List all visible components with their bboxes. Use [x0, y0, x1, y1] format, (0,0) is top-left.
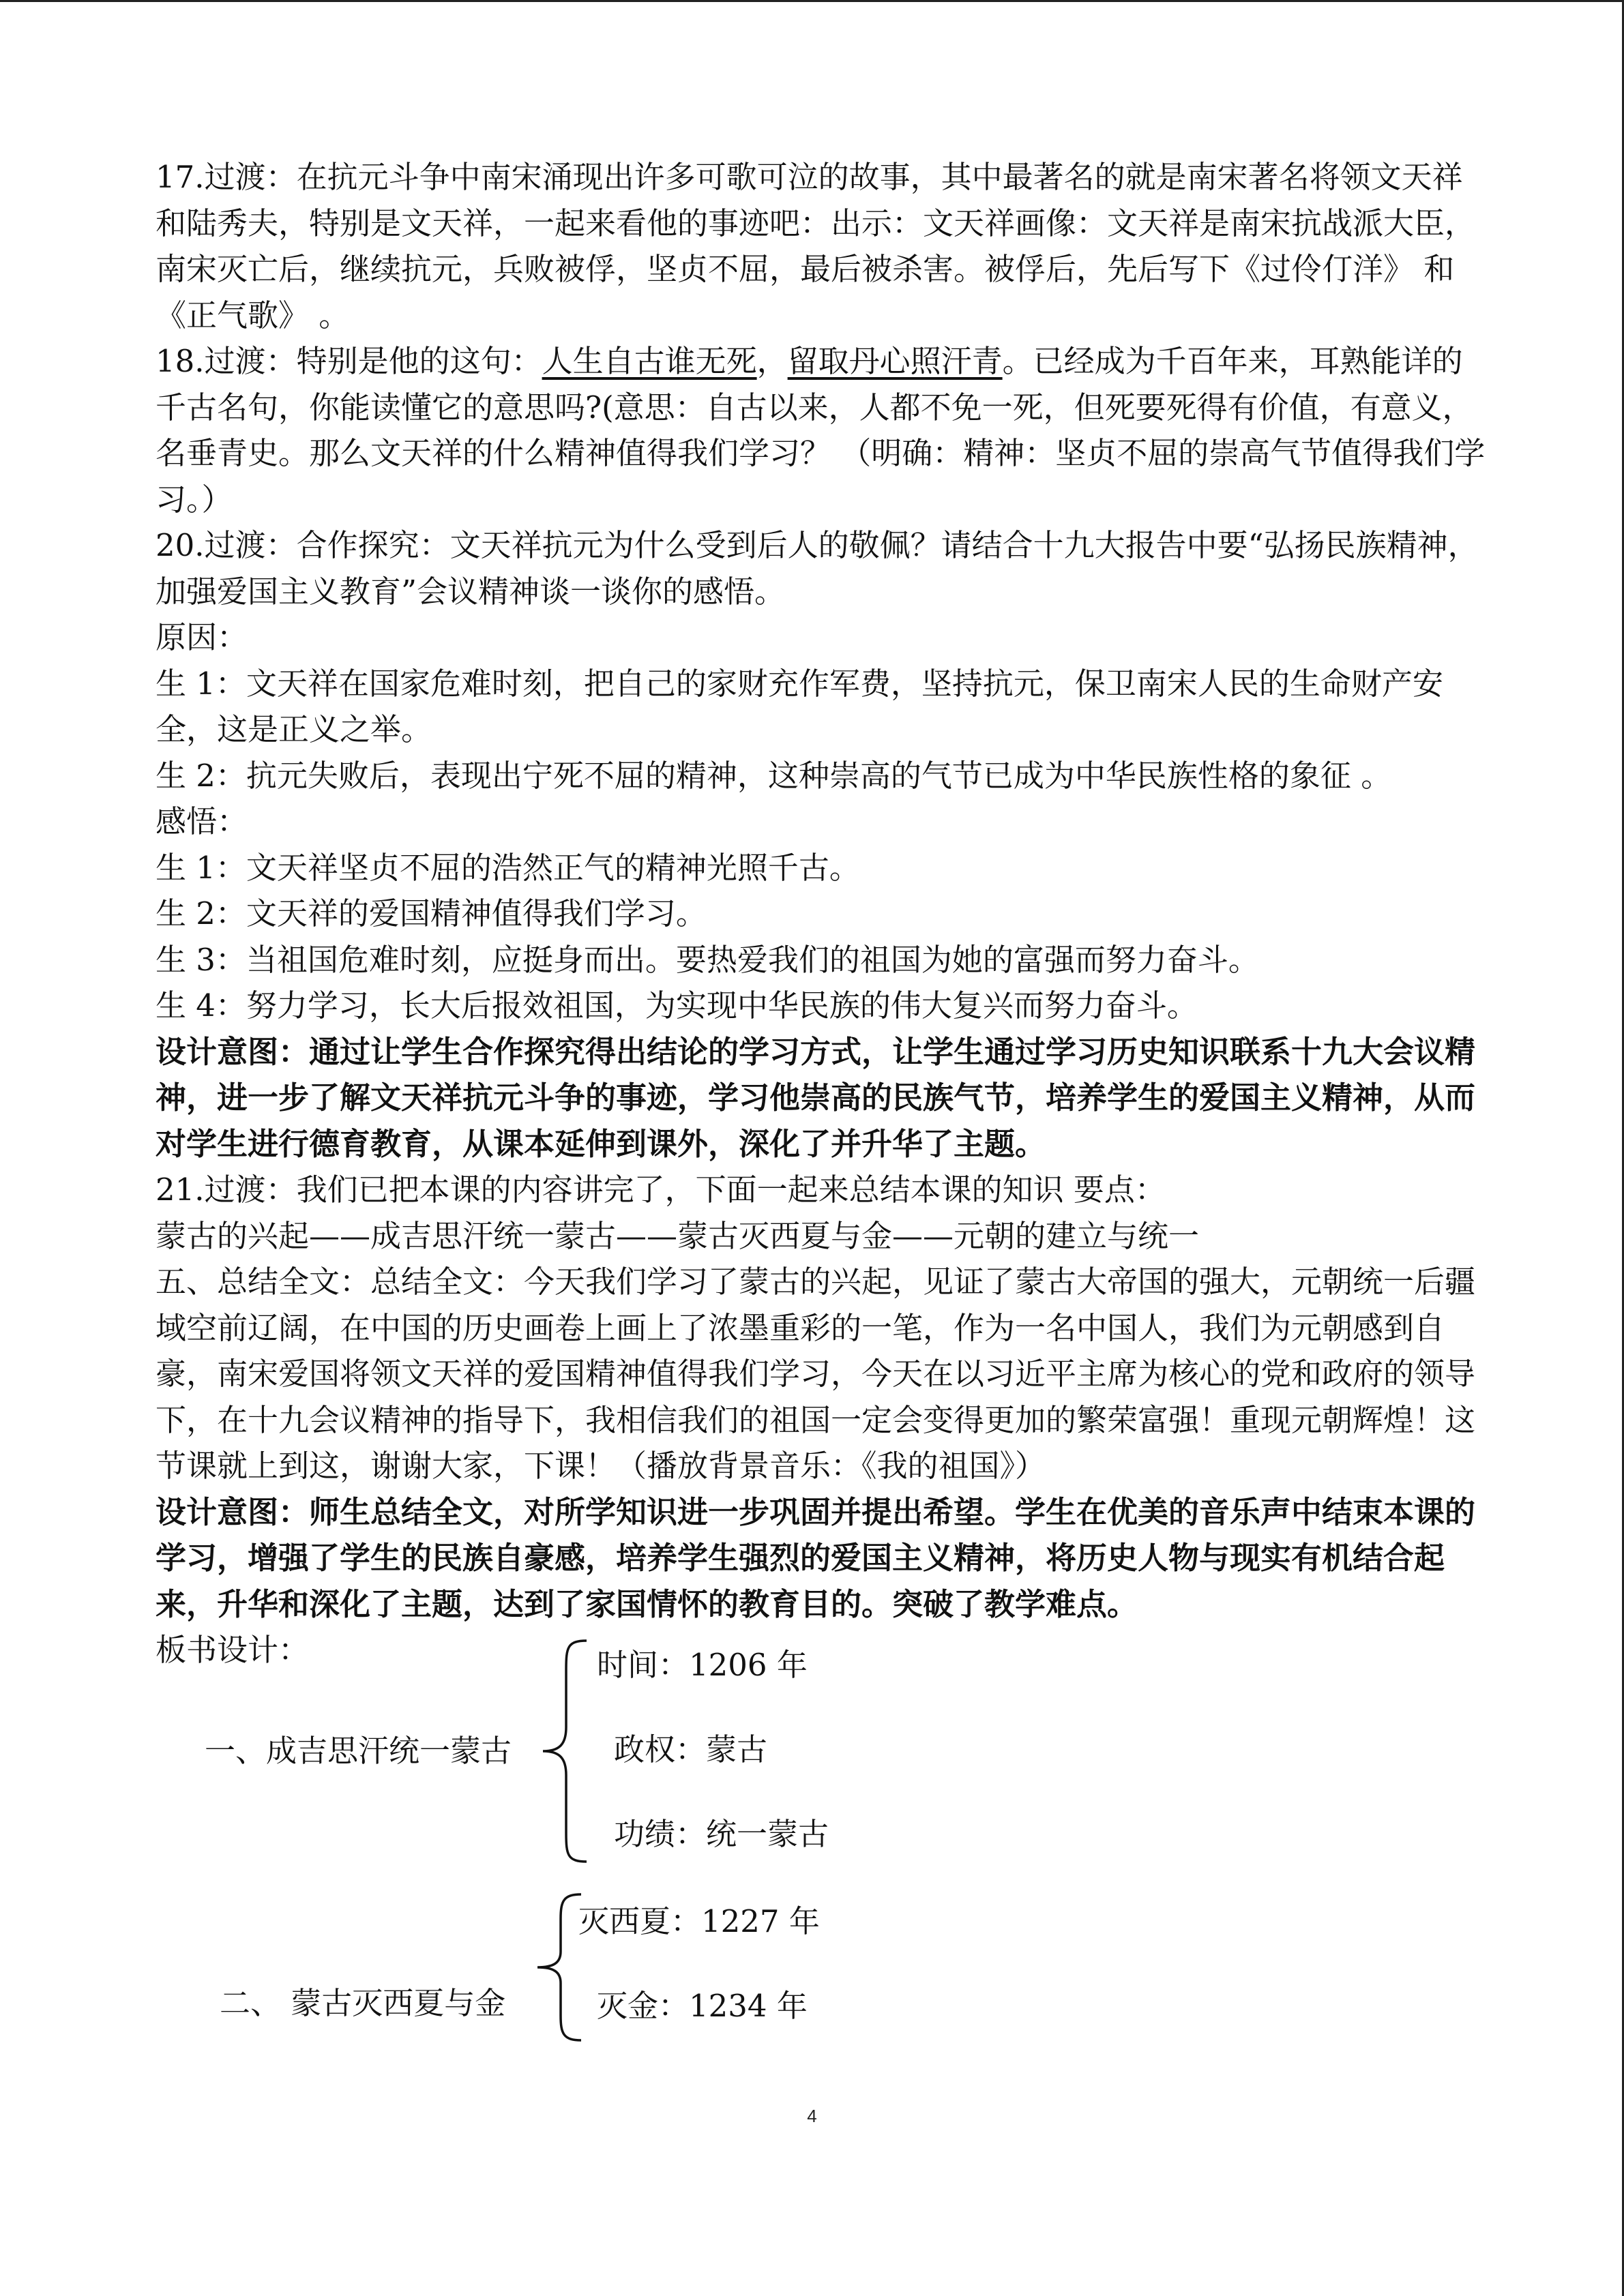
- feeling-student-1: 生 1：文天祥坚贞不屈的浩然正气的精神光照千古。: [156, 849, 860, 886]
- feeling-student-2: 生 2：文天祥的爱国精神值得我们学习。: [156, 895, 707, 931]
- page-border-top: [0, 0, 1624, 2]
- board-section-1-item-regime: 政权：蒙古: [614, 1731, 768, 1768]
- design-intent-1: 设计意图：通过让学生合作探究得出结论的学习方式，让学生通过学习历史知识联系十九大会议精神，进一步了解文天祥抗元斗争的事迹，学习他崇高的民族气节，培养学生的爱国主义精神，从而对学生进行德育教育，从课本延伸到课外，深化了并升华了主题。: [156, 1033, 1476, 1162]
- paragraph-21: 21.过渡：我们已把本课的内容讲完了，下面一起来总结本课的知识 要点：: [156, 1172, 1166, 1208]
- board-section-2-title: 二、 蒙古灭西夏与金: [220, 1985, 506, 2021]
- feeling-student-4: 生 4：努力学习，长大后报效祖国，为实现中华民族的伟大复兴而努力奋斗。: [156, 987, 1198, 1024]
- summary-paragraph: 五、总结全文：总结全文：今天我们学习了蒙古的兴起，见证了蒙古大帝国的强大，元朝统一后疆域空前辽阔，在中国的历史画卷上画上了浓墨重彩的一笔，作为一名中国人，我们为元朝感到自豪，南宋爱国将领文天祥的爱国精神值得我们学习，今天在以习近平主席为核心的党和政府的领导下，在十九会议精神的指导下，我相信我们的祖国一定会变得更加的繁荣富强！重现元朝辉煌！这节课就上到这，谢谢大家，下课！（播放背景音乐：《我的祖国》）: [156, 1264, 1476, 1484]
- reason-label: 原因：: [156, 619, 248, 655]
- reason-student-2: 生 2：抗元失败后，表现出宁死不屈的精神，这种崇高的气节已成为中华民族性格的象征 。: [156, 757, 1392, 794]
- paragraph-18: [156, 338, 1486, 522]
- paragraph-20: 20.过渡：合作探究：文天祥抗元为什么受到后人的敬佩？请结合十九大报告中要“弘扬民族精神，加强爱国主义教育”会议精神谈一谈你的感悟。: [156, 527, 1479, 610]
- paragraph-18-rest: 。已经成为千百年来，耳熟能详的千古名句，你能读懂它的意思吗?(意思：自古以来，人都不免一死，但死要死得有价值，有意义，名垂青史。那么文天祥的什么精神值得我们学习？ （明确：精神：坚贞不屈的崇高气节值得我们学习。）: [156, 343, 1486, 518]
- board-section-1-item-time: 时间：1206 年: [597, 1647, 808, 1683]
- design-intent-2: 设计意图：师生总结全文，对所学知识进一步巩固并提出希望。学生在优美的音乐声中结束本课的学习，增强了学生的民族自豪感，培养学生强烈的爱国主义精神，将历史人物与现实有机结合起来，升华和深化了主题，达到了家国情怀的教育目的。突破了教学难点。: [156, 1493, 1476, 1622]
- brace-section-1: [537, 1635, 592, 1867]
- paragraph-18-intro: 18.过渡：特别是他的这句：: [156, 343, 542, 379]
- document-body: [156, 154, 1486, 1673]
- lesson-outline: 蒙古的兴起——成吉思汗统一蒙古——蒙古灭西夏与金——元朝的建立与统一: [156, 1217, 1200, 1254]
- reason-student-1: 生 1：文天祥在国家危难时刻，把自己的家财充作军费，坚持抗元，保卫南宋人民的生命财产安全，这是正义之举。: [156, 665, 1443, 747]
- board-section-2-item-xixia: 灭西夏：1227 年: [578, 1903, 820, 1939]
- board-section-1-title: 一、成吉思汗统一蒙古: [205, 1733, 512, 1769]
- quote-line-1: 人生自古谁无死: [542, 343, 757, 379]
- board-section-2-item-jin: 灭金：1234 年: [597, 1988, 808, 2024]
- board-section-1-item-achievement: 功绩：统一蒙古: [614, 1816, 829, 1852]
- quote-line-2: 留取丹心照汗青: [787, 343, 1003, 379]
- page-number: 4: [807, 2106, 817, 2126]
- feeling-label: 感悟：: [156, 803, 248, 839]
- board-design-label: 板书设计：: [156, 1632, 310, 1668]
- paragraph-17: 17.过渡：在抗元斗争中南宋涌现出许多可歌可泣的故事，其中最著名的就是南宋著名将领文天祥和陆秀夫，特别是文天祥，一起来看他的事迹吧：出示：文天祥画像：文天祥是南宋抗战派大臣，南宋灭亡后，继续抗元，兵败被俘，坚贞不屈，最后被杀害。被俘后，先后写下《过伶仃洋》 和《正气歌》 。: [156, 159, 1476, 333]
- feeling-student-3: 生 3：当祖国危难时刻，应挺身而出。要热爱我们的祖国为她的富强而努力奋斗。: [156, 941, 1259, 978]
- quote-comma: ，: [756, 343, 788, 379]
